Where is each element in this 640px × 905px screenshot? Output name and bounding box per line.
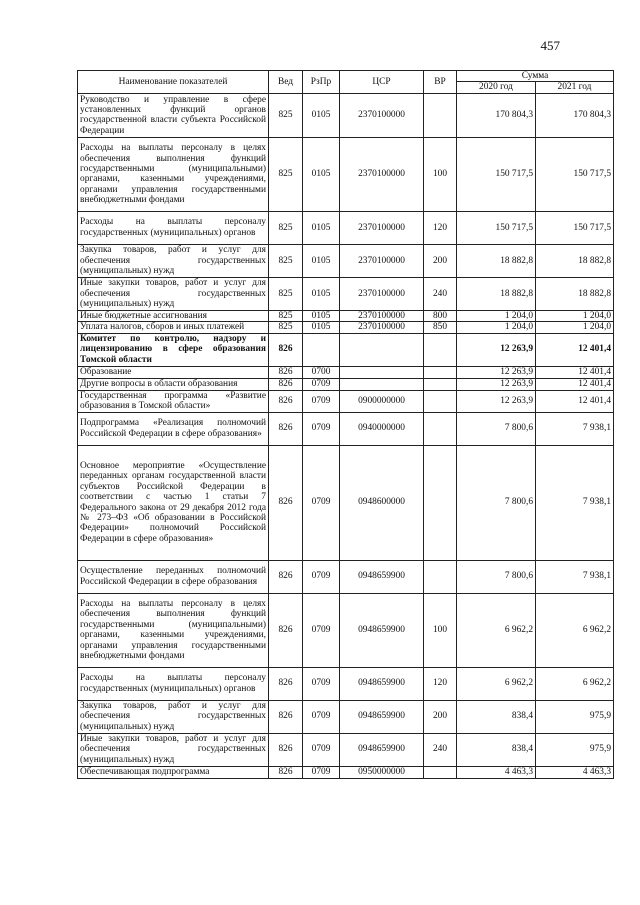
row-sum-2021-cell: 6 962,2 — [536, 667, 614, 700]
row-csr-cell: 0948659900 — [340, 733, 424, 766]
table-row — [78, 560, 614, 593]
row-rzpr-cell: 0709 — [303, 378, 340, 390]
row-sum-2020-cell: 4 463,3 — [457, 766, 536, 778]
row-name-cell: Расходы на выплаты персоналу государственных (муниципальных) органов — [78, 211, 269, 244]
row-vr-cell — [424, 766, 457, 778]
table-row — [78, 137, 614, 211]
row-ved-cell: 825 — [269, 93, 303, 137]
row-name-cell: Закупка товаров, работ и услуг для обеспечения государственных (муниципальных) нужд — [78, 700, 269, 733]
row-ved-cell: 826 — [269, 667, 303, 700]
row-name-cell: Образование — [78, 366, 269, 378]
row-ved-cell: 825 — [269, 277, 303, 310]
row-ved-cell: 826 — [269, 390, 303, 412]
row-csr-cell: 2370100000 — [340, 310, 424, 321]
table-row — [78, 366, 614, 378]
row-sum-2020-cell: 150 717,5 — [457, 137, 536, 211]
row-ved-cell: 825 — [269, 322, 303, 333]
row-name-cell: Подпрограмма «Реализация полномочий Российской Федерации в сфере образования» — [78, 412, 269, 445]
row-rzpr-cell: 0105 — [303, 277, 340, 310]
row-sum-2021-cell: 975,9 — [536, 700, 614, 733]
row-sum-2020-cell: 1 204,0 — [457, 310, 536, 321]
row-vr-cell: 100 — [424, 137, 457, 211]
row-name-cell: Государственная программа «Развитие образования в Томской области» — [78, 390, 269, 412]
row-csr-cell: 2370100000 — [340, 93, 424, 137]
row-vr-cell — [424, 445, 457, 560]
row-csr-cell — [340, 378, 424, 390]
row-vr-cell: 200 — [424, 244, 457, 277]
row-sum-2020-cell: 18 882,8 — [457, 277, 536, 310]
row-csr-cell: 0948659900 — [340, 593, 424, 667]
row-csr-cell: 0940000000 — [340, 412, 424, 445]
row-vr-cell — [424, 366, 457, 378]
row-name-cell: Закупка товаров, работ и услуг для обеспечения государственных (муниципальных) нужд — [78, 244, 269, 277]
table-row — [78, 733, 614, 766]
row-sum-2020-cell: 12 263,9 — [457, 390, 536, 412]
row-rzpr-cell: 0709 — [303, 560, 340, 593]
row-csr-cell — [340, 333, 424, 366]
row-rzpr-cell: 0709 — [303, 733, 340, 766]
row-sum-2021-cell: 1 204,0 — [536, 322, 614, 333]
row-sum-2020-cell: 6 962,2 — [457, 593, 536, 667]
row-name-cell: Расходы на выплаты персоналу государственных (муниципальных) органов — [78, 667, 269, 700]
row-ved-cell: 826 — [269, 378, 303, 390]
row-csr-cell: 2370100000 — [340, 211, 424, 244]
row-name-cell: Осуществление переданных полномочий Российской Федерации в сфере образования — [78, 560, 269, 593]
header-csr: ЦСР — [340, 71, 424, 94]
row-csr-cell — [340, 366, 424, 378]
row-sum-2021-cell: 18 882,8 — [536, 277, 614, 310]
row-rzpr-cell: 0700 — [303, 366, 340, 378]
row-sum-2021-cell: 1 204,0 — [536, 310, 614, 321]
budget-table — [77, 70, 614, 779]
row-rzpr-cell: 0105 — [303, 322, 340, 333]
row-sum-2021-cell: 12 401,4 — [536, 333, 614, 366]
row-name-cell: Другие вопросы в области образования — [78, 378, 269, 390]
row-ved-cell: 825 — [269, 211, 303, 244]
row-ved-cell: 826 — [269, 766, 303, 778]
row-vr-cell — [424, 93, 457, 137]
row-sum-2020-cell: 18 882,8 — [457, 244, 536, 277]
row-name-cell: Иные бюджетные ассигнования — [78, 310, 269, 321]
row-csr-cell: 0948659900 — [340, 700, 424, 733]
header-sum: Сумма — [457, 71, 614, 82]
row-csr-cell: 2370100000 — [340, 244, 424, 277]
row-sum-2021-cell: 12 401,4 — [536, 390, 614, 412]
header-vr: ВР — [424, 71, 457, 94]
row-name-cell: Расходы на выплаты персоналу в целях обеспечения выполнения функций государственными (муниципальными) органами, казенными учреждениями, органами управления государственными внебюджетными фондами — [78, 593, 269, 667]
row-sum-2021-cell: 4 463,3 — [536, 766, 614, 778]
row-sum-2021-cell: 7 938,1 — [536, 560, 614, 593]
row-sum-2021-cell: 150 717,5 — [536, 137, 614, 211]
table-row — [78, 766, 614, 778]
row-sum-2020-cell: 7 800,6 — [457, 445, 536, 560]
row-sum-2021-cell: 12 401,4 — [536, 378, 614, 390]
header-name: Наименование показателей — [78, 71, 269, 94]
row-csr-cell: 0948659900 — [340, 560, 424, 593]
row-rzpr-cell: 0105 — [303, 244, 340, 277]
header-ved: Вед — [269, 71, 303, 94]
row-rzpr-cell: 0105 — [303, 211, 340, 244]
row-sum-2021-cell: 7 938,1 — [536, 412, 614, 445]
row-rzpr-cell: 0709 — [303, 593, 340, 667]
row-ved-cell: 826 — [269, 445, 303, 560]
row-sum-2021-cell: 150 717,5 — [536, 211, 614, 244]
row-vr-cell: 100 — [424, 593, 457, 667]
row-vr-cell — [424, 378, 457, 390]
row-ved-cell: 825 — [269, 310, 303, 321]
row-rzpr-cell — [303, 333, 340, 366]
row-name-cell: Обеспечивающая подпрограмма — [78, 766, 269, 778]
row-rzpr-cell: 0105 — [303, 93, 340, 137]
table-row — [78, 211, 614, 244]
row-rzpr-cell: 0709 — [303, 700, 340, 733]
row-name-cell: Основное мероприятие «Осуществление переданных органам государственной власти субъектов Российской Федерации в соответствии с частью 1 статьи 7 Федерального закона от 29 декабря 2012 года № 273–ФЗ «Об образовании в Российской Федерации» полномочий Российской Федерации в сфере образования» — [78, 445, 269, 560]
row-name-cell: Иные закупки товаров, работ и услуг для обеспечения государственных (муниципальных) нужд — [78, 277, 269, 310]
row-sum-2020-cell: 12 263,9 — [457, 366, 536, 378]
table-row — [78, 322, 614, 333]
row-name-cell: Уплата налогов, сборов и иных платежей — [78, 322, 269, 333]
row-rzpr-cell: 0709 — [303, 412, 340, 445]
row-ved-cell: 826 — [269, 700, 303, 733]
table-row — [78, 593, 614, 667]
header-year-2020: 2020 год — [457, 82, 536, 93]
row-csr-cell: 0900000000 — [340, 390, 424, 412]
row-sum-2020-cell: 7 800,6 — [457, 412, 536, 445]
table-row — [78, 244, 614, 277]
row-vr-cell: 200 — [424, 700, 457, 733]
row-csr-cell: 2370100000 — [340, 137, 424, 211]
row-rzpr-cell: 0105 — [303, 137, 340, 211]
row-sum-2020-cell: 6 962,2 — [457, 667, 536, 700]
row-sum-2020-cell: 150 717,5 — [457, 211, 536, 244]
table-row — [78, 93, 614, 137]
row-sum-2020-cell: 838,4 — [457, 700, 536, 733]
table-row — [78, 390, 614, 412]
header-year-2021: 2021 год — [536, 82, 614, 93]
row-name-cell: Расходы на выплаты персоналу в целях обеспечения выполнения функций государственными (муниципальными) органами, казенными учреждениями, органами управления государственными внебюджетными фондами — [78, 137, 269, 211]
row-sum-2021-cell: 975,9 — [536, 733, 614, 766]
row-ved-cell: 826 — [269, 560, 303, 593]
row-ved-cell: 826 — [269, 593, 303, 667]
row-ved-cell: 826 — [269, 412, 303, 445]
row-vr-cell: 850 — [424, 322, 457, 333]
row-sum-2020-cell: 1 204,0 — [457, 322, 536, 333]
row-sum-2021-cell: 12 401,4 — [536, 366, 614, 378]
row-sum-2020-cell: 12 263,9 — [457, 378, 536, 390]
row-rzpr-cell: 0105 — [303, 310, 340, 321]
table-row — [78, 445, 614, 560]
table-row — [78, 310, 614, 321]
row-vr-cell: 240 — [424, 733, 457, 766]
table-row — [78, 277, 614, 310]
row-csr-cell: 0950000000 — [340, 766, 424, 778]
row-ved-cell: 826 — [269, 333, 303, 366]
row-ved-cell: 825 — [269, 137, 303, 211]
row-csr-cell: 0948659900 — [340, 667, 424, 700]
row-csr-cell: 0948600000 — [340, 445, 424, 560]
row-rzpr-cell: 0709 — [303, 445, 340, 560]
row-vr-cell — [424, 560, 457, 593]
row-vr-cell — [424, 412, 457, 445]
row-csr-cell: 2370100000 — [340, 277, 424, 310]
page-number: 457 — [540, 38, 560, 53]
row-name-cell: Руководство и управление в сфере установленных функций органов государственной власти субъекта Российской Федерации — [78, 93, 269, 137]
row-sum-2020-cell: 7 800,6 — [457, 560, 536, 593]
row-sum-2021-cell: 7 938,1 — [536, 445, 614, 560]
row-csr-cell: 2370100000 — [340, 322, 424, 333]
table-row — [78, 333, 614, 366]
row-rzpr-cell: 0709 — [303, 390, 340, 412]
header-rzpr: РзПр — [303, 71, 340, 94]
table-row — [78, 412, 614, 445]
row-ved-cell: 826 — [269, 733, 303, 766]
row-sum-2021-cell: 18 882,8 — [536, 244, 614, 277]
row-vr-cell — [424, 333, 457, 366]
row-name-cell: Комитет по контролю, надзору и лицензированию в сфере образования Томской области — [78, 333, 269, 366]
row-name-cell: Иные закупки товаров, работ и услуг для обеспечения государственных (муниципальных) нужд — [78, 733, 269, 766]
row-vr-cell: 120 — [424, 667, 457, 700]
row-vr-cell — [424, 390, 457, 412]
row-vr-cell: 800 — [424, 310, 457, 321]
row-ved-cell: 825 — [269, 244, 303, 277]
table-row — [78, 667, 614, 700]
row-rzpr-cell: 0709 — [303, 667, 340, 700]
table-row — [78, 700, 614, 733]
row-sum-2021-cell: 170 804,3 — [536, 93, 614, 137]
row-sum-2020-cell: 170 804,3 — [457, 93, 536, 137]
row-sum-2021-cell: 6 962,2 — [536, 593, 614, 667]
table-row — [78, 378, 614, 390]
row-sum-2020-cell: 838,4 — [457, 733, 536, 766]
row-ved-cell: 826 — [269, 366, 303, 378]
row-vr-cell: 120 — [424, 211, 457, 244]
row-vr-cell: 240 — [424, 277, 457, 310]
row-rzpr-cell: 0709 — [303, 766, 340, 778]
row-sum-2020-cell: 12 263,9 — [457, 333, 536, 366]
